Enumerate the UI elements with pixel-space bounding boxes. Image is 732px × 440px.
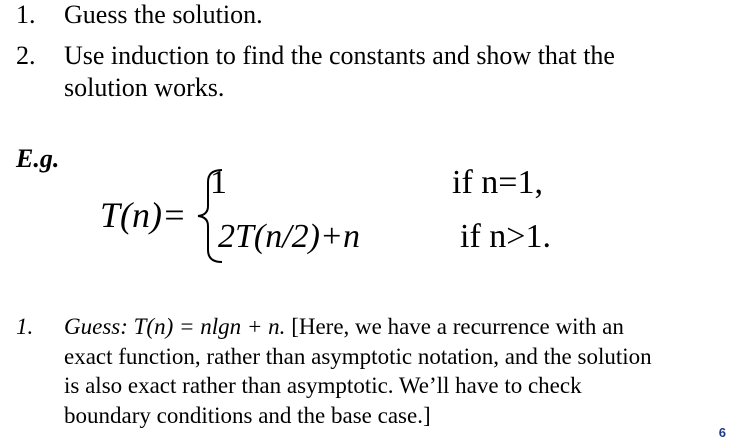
guess-formula: T(n) = nlgn + n.: [133, 314, 286, 339]
case-2-value: 2T(n/2)+n: [218, 218, 360, 255]
guess-line-1: [64, 312, 732, 342]
step-text-line-1: Use induction to find the constants and show that the: [64, 41, 615, 70]
guess-label: Guess:: [64, 314, 128, 339]
step-text: Guess the solution.: [64, 0, 263, 29]
guess-line-3: is also exact rather than asymptotic. We’ll have to check: [64, 373, 582, 398]
step-text-line-2: solution works.: [64, 73, 225, 102]
guess-number: 1.: [16, 314, 34, 339]
case-1-condition: if n=1,: [452, 164, 543, 201]
page-number: 6: [718, 425, 726, 440]
step-number: 2.: [16, 41, 36, 70]
step-number: 1.: [16, 0, 36, 29]
case-2-condition: if n>1.: [460, 218, 551, 255]
recurrence-equation: [0, 160, 732, 270]
case-1-value: 1: [210, 164, 227, 201]
example-label: E.g.: [16, 144, 60, 173]
guess-line-1-rest: [Here, we have a recurrence with an: [291, 314, 624, 339]
guess-line-2: exact function, rather than asymptotic notation, and the solution: [64, 343, 652, 369]
step-text: [64, 40, 615, 104]
cases-brace: [0, 160, 732, 270]
guess-body: [64, 312, 732, 430]
guess-line-4: boundary conditions and the base case.]: [64, 402, 431, 428]
equation-lhs: T(n)=: [100, 195, 187, 235]
